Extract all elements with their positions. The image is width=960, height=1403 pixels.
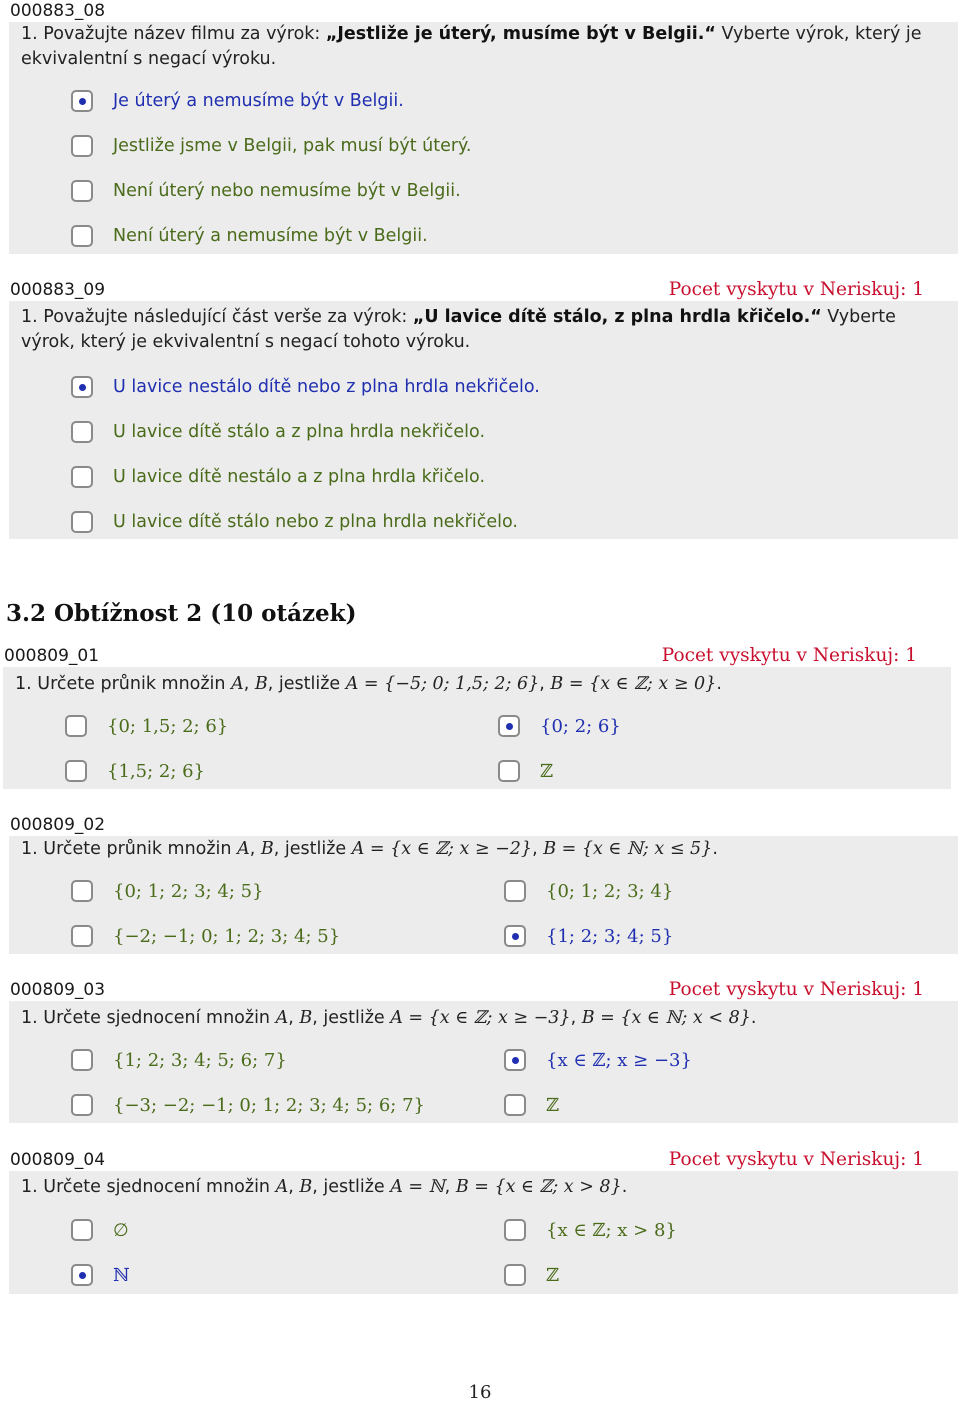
question-000809-04 bbox=[9, 1149, 958, 1294]
checkbox[interactable] bbox=[71, 925, 93, 947]
answer-option[interactable] bbox=[504, 1262, 559, 1288]
question-header bbox=[9, 279, 958, 301]
question-000883-08 bbox=[9, 0, 958, 254]
checkbox-checked[interactable] bbox=[71, 376, 93, 398]
question-code: 000809_03 bbox=[10, 980, 106, 1000]
option-label: ℤ bbox=[540, 760, 554, 782]
checkbox[interactable] bbox=[65, 715, 87, 737]
answer-option[interactable] bbox=[71, 1262, 129, 1288]
question-text-part: , bbox=[539, 674, 551, 694]
checkbox[interactable] bbox=[65, 760, 87, 782]
answer-option[interactable] bbox=[504, 1217, 677, 1243]
option-label: {1,5; 2; 6} bbox=[107, 760, 206, 782]
question-text-part: , bbox=[444, 1177, 456, 1197]
answer-option[interactable] bbox=[71, 464, 485, 490]
question-text-part: , jestliže bbox=[273, 839, 352, 859]
checkbox[interactable] bbox=[504, 1219, 526, 1241]
option-label: {1; 2; 3; 4; 5; 6; 7} bbox=[113, 1049, 287, 1071]
question-number: 1. bbox=[21, 307, 38, 327]
question-text-post: Vyberte výrok, který je ekvivalentní s negací tohoto výroku. bbox=[21, 307, 896, 352]
checkbox[interactable] bbox=[504, 1264, 526, 1286]
math-expr: B bbox=[254, 674, 268, 694]
pocet-vyskytu: Pocet vyskytu v Neriskuj: 1 bbox=[668, 279, 924, 300]
answer-option[interactable] bbox=[71, 878, 264, 904]
answer-option[interactable] bbox=[71, 1217, 129, 1243]
question-text bbox=[15, 672, 921, 697]
option-label: Jestliže jsme v Belgii, pak musí být úterý. bbox=[113, 136, 472, 156]
checkbox[interactable] bbox=[504, 1094, 526, 1116]
question-text-part: , jestliže bbox=[312, 1008, 391, 1028]
answer-option[interactable] bbox=[504, 923, 673, 949]
checkbox[interactable] bbox=[498, 760, 520, 782]
answer-option[interactable] bbox=[71, 1092, 425, 1118]
math-expr: B = {x ∈ ℕ; x < 8} bbox=[581, 1008, 751, 1028]
question-text-part: , jestliže bbox=[312, 1177, 391, 1197]
question-text-part: , bbox=[570, 1008, 582, 1028]
section-heading: 3.2 Obtížnost 2 (10 otázek) bbox=[6, 600, 357, 627]
option-label: Je úterý a nemusíme být v Belgii. bbox=[113, 91, 404, 111]
question-text-part: , bbox=[288, 1177, 300, 1197]
math-expr: A bbox=[275, 1008, 289, 1028]
math-expr: A = {−5; 0; 1,5; 2; 6} bbox=[345, 674, 540, 694]
math-expr: A bbox=[237, 839, 250, 859]
math-expr: A = {x ∈ ℤ; x ≥ −2} bbox=[351, 839, 533, 859]
question-number: 1. bbox=[21, 1177, 38, 1197]
question-text-part: . bbox=[716, 674, 722, 694]
math-expr: B = {x ∈ ℤ; x > 8} bbox=[455, 1177, 622, 1197]
pocet-vyskytu: Pocet vyskytu v Neriskuj: 1 bbox=[668, 1149, 924, 1170]
question-text-part: . bbox=[621, 1177, 628, 1197]
math-expr: B bbox=[299, 1177, 313, 1197]
math-expr: A bbox=[275, 1177, 289, 1197]
question-code: 000883_09 bbox=[10, 280, 106, 300]
checkbox[interactable] bbox=[71, 1094, 93, 1116]
checkbox[interactable] bbox=[71, 1219, 93, 1241]
math-expr: B bbox=[299, 1008, 313, 1028]
checkbox-checked[interactable] bbox=[504, 925, 526, 947]
question-text-part: Určete průnik množin bbox=[43, 839, 238, 859]
math-expr: B = {x ∈ ℕ; x ≤ 5} bbox=[543, 839, 713, 859]
question-quote: „U lavice dítě stálo, z plna hrdla křičelo.“ bbox=[412, 307, 822, 327]
question-text bbox=[21, 1006, 928, 1031]
question-box bbox=[9, 1001, 958, 1123]
question-header bbox=[9, 0, 958, 22]
option-label: {x ∈ ℤ; x > 8} bbox=[546, 1219, 677, 1241]
checkbox[interactable] bbox=[71, 511, 93, 533]
answer-option[interactable] bbox=[71, 374, 540, 400]
option-label: {x ∈ ℤ; x ≥ −3} bbox=[546, 1049, 692, 1071]
answer-option[interactable] bbox=[71, 923, 340, 949]
question-number: 1. bbox=[21, 839, 38, 859]
checkbox[interactable] bbox=[71, 1049, 93, 1071]
math-expr: A bbox=[231, 674, 244, 694]
question-text-part: Určete průnik množin bbox=[37, 674, 232, 694]
option-label: ℤ bbox=[546, 1094, 560, 1116]
question-000809-01 bbox=[3, 645, 951, 789]
question-number: 1. bbox=[15, 674, 32, 694]
question-text-post: Vyberte výrok, který je ekvivalentní s negací výroku. bbox=[21, 24, 922, 69]
option-label: U lavice dítě stálo a z plna hrdla nekřičelo. bbox=[113, 422, 486, 442]
question-text-part: , bbox=[243, 674, 255, 694]
question-header bbox=[9, 979, 958, 1001]
checkbox[interactable] bbox=[71, 180, 93, 202]
answer-option[interactable] bbox=[71, 509, 518, 535]
checkbox[interactable] bbox=[71, 880, 93, 902]
question-text-part: . bbox=[712, 839, 718, 859]
question-quote: „Jestliže je úterý, musíme být v Belgii.“ bbox=[325, 24, 716, 44]
answer-option[interactable] bbox=[498, 713, 621, 739]
question-text-part: Určete sjednocení množin bbox=[43, 1177, 276, 1197]
question-text-part: , bbox=[288, 1008, 300, 1028]
option-label: ℤ bbox=[546, 1264, 560, 1286]
question-text-part: , bbox=[249, 839, 261, 859]
checkbox-checked[interactable] bbox=[71, 1264, 93, 1286]
question-box bbox=[3, 667, 951, 789]
checkbox-checked[interactable] bbox=[498, 715, 520, 737]
answer-option[interactable] bbox=[71, 133, 471, 159]
answer-option[interactable] bbox=[498, 758, 553, 784]
option-label: U lavice nestálo dítě nebo z plna hrdla nekřičelo. bbox=[113, 377, 540, 397]
answer-option[interactable] bbox=[71, 1047, 287, 1073]
question-header bbox=[9, 1149, 958, 1171]
math-expr: A = ℕ bbox=[390, 1177, 445, 1197]
answer-option[interactable] bbox=[504, 878, 673, 904]
answer-option[interactable] bbox=[65, 713, 228, 739]
question-000809-03 bbox=[9, 979, 958, 1123]
question-header bbox=[3, 645, 951, 667]
answer-option[interactable] bbox=[71, 223, 428, 249]
question-box bbox=[9, 301, 958, 539]
question-000809-02 bbox=[9, 814, 958, 954]
option-label: {0; 1,5; 2; 6} bbox=[107, 715, 229, 737]
math-expr: B = {x ∈ ℤ; x ≥ 0} bbox=[550, 674, 717, 694]
question-text-part: . bbox=[750, 1008, 757, 1028]
question-number: 1. bbox=[21, 1008, 38, 1028]
option-label: {0; 1; 2; 3; 4; 5} bbox=[113, 880, 264, 902]
option-label: ∅ bbox=[113, 1219, 129, 1241]
question-code: 000809_01 bbox=[4, 646, 100, 666]
option-label: {−3; −2; −1; 0; 1; 2; 3; 4; 5; 6; 7} bbox=[113, 1094, 425, 1116]
question-text bbox=[21, 1175, 928, 1200]
question-000883-09 bbox=[9, 279, 958, 539]
question-header bbox=[9, 814, 958, 836]
math-expr: B bbox=[260, 839, 274, 859]
option-label: Není úterý nebo nemusíme být v Belgii. bbox=[113, 181, 461, 201]
checkbox-checked[interactable] bbox=[504, 1049, 526, 1071]
checkbox-checked[interactable] bbox=[71, 90, 93, 112]
answer-option[interactable] bbox=[504, 1047, 692, 1073]
question-code: 000883_08 bbox=[10, 1, 106, 21]
option-label: {−2; −1; 0; 1; 2; 3; 4; 5} bbox=[113, 925, 341, 947]
question-box bbox=[9, 1171, 958, 1294]
question-text-part: , bbox=[532, 839, 544, 859]
answer-option[interactable] bbox=[504, 1092, 559, 1118]
question-text-pre: Považujte název filmu za výrok: bbox=[43, 24, 326, 44]
answer-option[interactable] bbox=[71, 178, 461, 204]
question-number: 1. bbox=[21, 24, 38, 44]
math-expr: A = {x ∈ ℤ; x ≥ −3} bbox=[390, 1008, 571, 1028]
checkbox[interactable] bbox=[71, 466, 93, 488]
option-label: {0; 1; 2; 3; 4} bbox=[546, 880, 674, 902]
question-text-part: Určete sjednocení množin bbox=[43, 1008, 276, 1028]
checkbox[interactable] bbox=[71, 225, 93, 247]
option-label: ℕ bbox=[113, 1264, 130, 1286]
question-text bbox=[21, 305, 928, 355]
option-label: U lavice dítě stálo nebo z plna hrdla nekřičelo. bbox=[113, 512, 518, 532]
question-box bbox=[9, 22, 958, 254]
answer-option[interactable] bbox=[65, 758, 205, 784]
page-number: 16 bbox=[468, 1382, 492, 1403]
checkbox[interactable] bbox=[71, 135, 93, 157]
question-code: 000809_02 bbox=[10, 815, 106, 835]
checkbox[interactable] bbox=[504, 880, 526, 902]
answer-option[interactable] bbox=[71, 419, 485, 445]
option-label: {0; 2; 6} bbox=[540, 715, 621, 737]
question-code: 000809_04 bbox=[10, 1150, 106, 1170]
checkbox[interactable] bbox=[71, 421, 93, 443]
option-label: Není úterý a nemusíme být v Belgii. bbox=[113, 226, 428, 246]
option-label: U lavice dítě nestálo a z plna hrdla křičelo. bbox=[113, 467, 486, 487]
question-text-pre: Považujte následující část verše za výrok: bbox=[43, 307, 413, 327]
question-text-part: , jestliže bbox=[267, 674, 346, 694]
pocet-vyskytu: Pocet vyskytu v Neriskuj: 1 bbox=[661, 645, 917, 666]
question-text bbox=[21, 837, 928, 862]
option-label: {1; 2; 3; 4; 5} bbox=[546, 925, 674, 947]
question-box bbox=[9, 836, 958, 954]
pocet-vyskytu: Pocet vyskytu v Neriskuj: 1 bbox=[668, 979, 924, 1000]
question-text bbox=[21, 22, 928, 72]
answer-option[interactable] bbox=[71, 88, 404, 114]
